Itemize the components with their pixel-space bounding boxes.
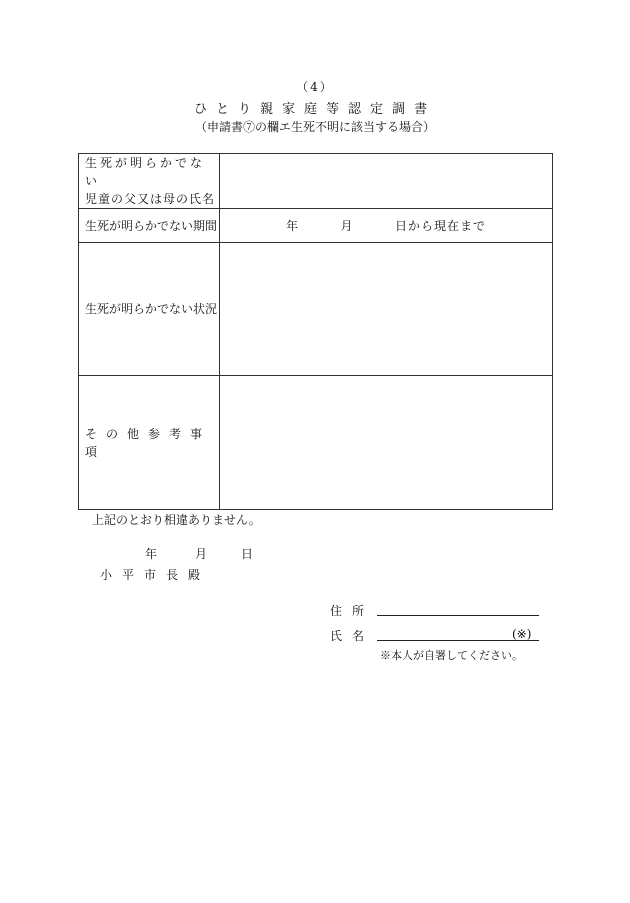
table-row-notes xyxy=(79,376,553,510)
field-notes[interactable] xyxy=(220,376,553,510)
form-subtitle: （申請書⑦の欄エ生死不明に該当する場合） xyxy=(194,120,435,134)
address-label: 住所 xyxy=(330,604,375,618)
table-row-parent-name xyxy=(79,154,553,209)
label-parent-name xyxy=(79,154,220,209)
date-line xyxy=(145,545,253,562)
certification-table xyxy=(78,153,553,510)
signature-note: ※本人が自署してください。 xyxy=(380,649,523,662)
table-row-situation xyxy=(79,243,553,376)
label-notes: その他参考事項 xyxy=(79,376,220,510)
period-day: 日から現在まで xyxy=(394,219,486,233)
field-period[interactable] xyxy=(220,209,553,243)
table-row-period xyxy=(79,209,553,243)
label-parent-name-line2: 児童の父又は母の氏名 xyxy=(85,192,216,206)
period-month: 月 xyxy=(340,219,354,233)
period-year: 年 xyxy=(286,219,300,233)
label-period: 生死が明らかでない期間 xyxy=(79,209,220,243)
field-situation[interactable] xyxy=(220,243,553,376)
label-parent-name-line1: 生死が明らかでない xyxy=(85,156,206,188)
form-number: （4） xyxy=(296,80,334,94)
address-field[interactable] xyxy=(377,615,539,616)
date-day: 日 xyxy=(241,547,254,561)
addressee: 小平市長殿 xyxy=(100,568,211,582)
form-title: ひとり親家庭等認定調書 xyxy=(193,102,436,117)
label-situation: 生死が明らかでない状況 xyxy=(79,243,220,376)
date-year: 年 xyxy=(145,547,158,561)
field-parent-name[interactable] xyxy=(220,154,553,209)
date-month: 月 xyxy=(195,547,208,561)
name-label: 氏名 xyxy=(330,629,375,643)
signature-mark: (※) xyxy=(512,627,532,641)
statement-text: 上記のとおり相違ありません。 xyxy=(92,513,261,527)
